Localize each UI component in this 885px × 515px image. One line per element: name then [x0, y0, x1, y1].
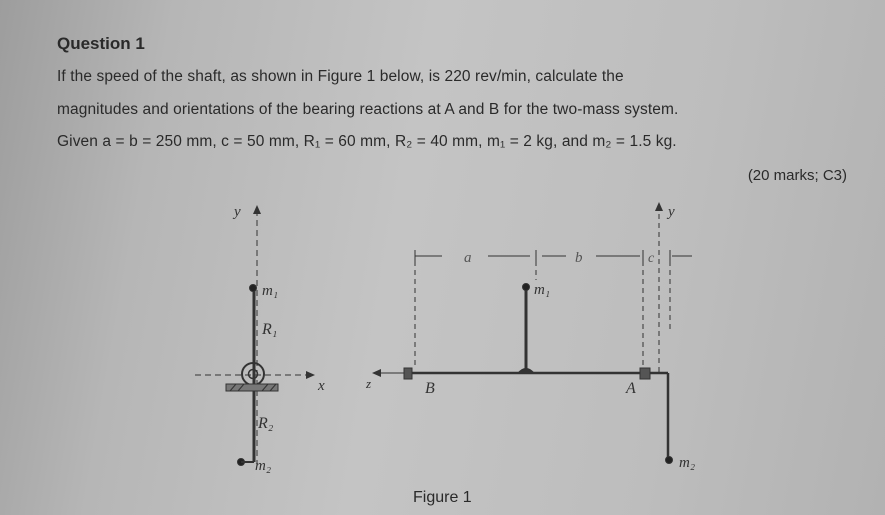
left-r1-label: R₁	[262, 321, 278, 338]
bearing-a-label: A	[626, 380, 636, 397]
left-x-label: x	[318, 378, 325, 394]
dim-b-label: b	[575, 250, 583, 266]
question-text-line-3: Given a = b = 250 mm, c = 50 mm, R₁ = 60 mm, R₂ = 40 mm, m₁ = 2 kg, and m₂ = 1.5 kg.	[57, 133, 677, 150]
right-m2-label: m₂	[679, 455, 696, 471]
question-text-line-1: If the speed of the shaft, as shown in Figure 1 below, is 220 rev/min, calculate the	[57, 68, 624, 85]
question-title: Question 1	[57, 34, 145, 53]
m1-point	[250, 285, 257, 292]
question-text-line-2: magnitudes and orientations of the bearing reactions at A and B for the two-mass system.	[57, 101, 679, 118]
right-m1-label: m₁	[534, 282, 551, 298]
bearing-b-label: B	[425, 380, 435, 397]
right-y-arrow-icon	[655, 202, 663, 211]
left-r2-label: R₂	[258, 415, 274, 432]
right-y-label: y	[668, 204, 675, 220]
left-m2-label: m₂	[255, 458, 272, 474]
left-end-view	[195, 205, 315, 470]
bearing-a	[640, 368, 650, 379]
m1-mass	[523, 284, 530, 291]
figure-caption: Figure 1	[413, 489, 472, 506]
right-z-label: z	[366, 376, 372, 391]
left-m1-label: m₁	[262, 283, 279, 299]
left-y-label: y	[234, 204, 241, 220]
m2-mass	[666, 457, 673, 464]
bearing-b	[404, 368, 412, 379]
z-arrow-icon	[372, 369, 381, 377]
side-view	[372, 202, 692, 464]
x-arrow-icon	[306, 371, 315, 379]
y-arrow-icon	[253, 205, 261, 214]
dim-a-label: a	[464, 250, 472, 266]
dim-c-label: c	[648, 251, 655, 266]
marks-label: (20 marks; C3)	[747, 167, 847, 184]
m1-arm-joint	[518, 369, 534, 374]
bearing-support-hatch	[226, 384, 278, 391]
